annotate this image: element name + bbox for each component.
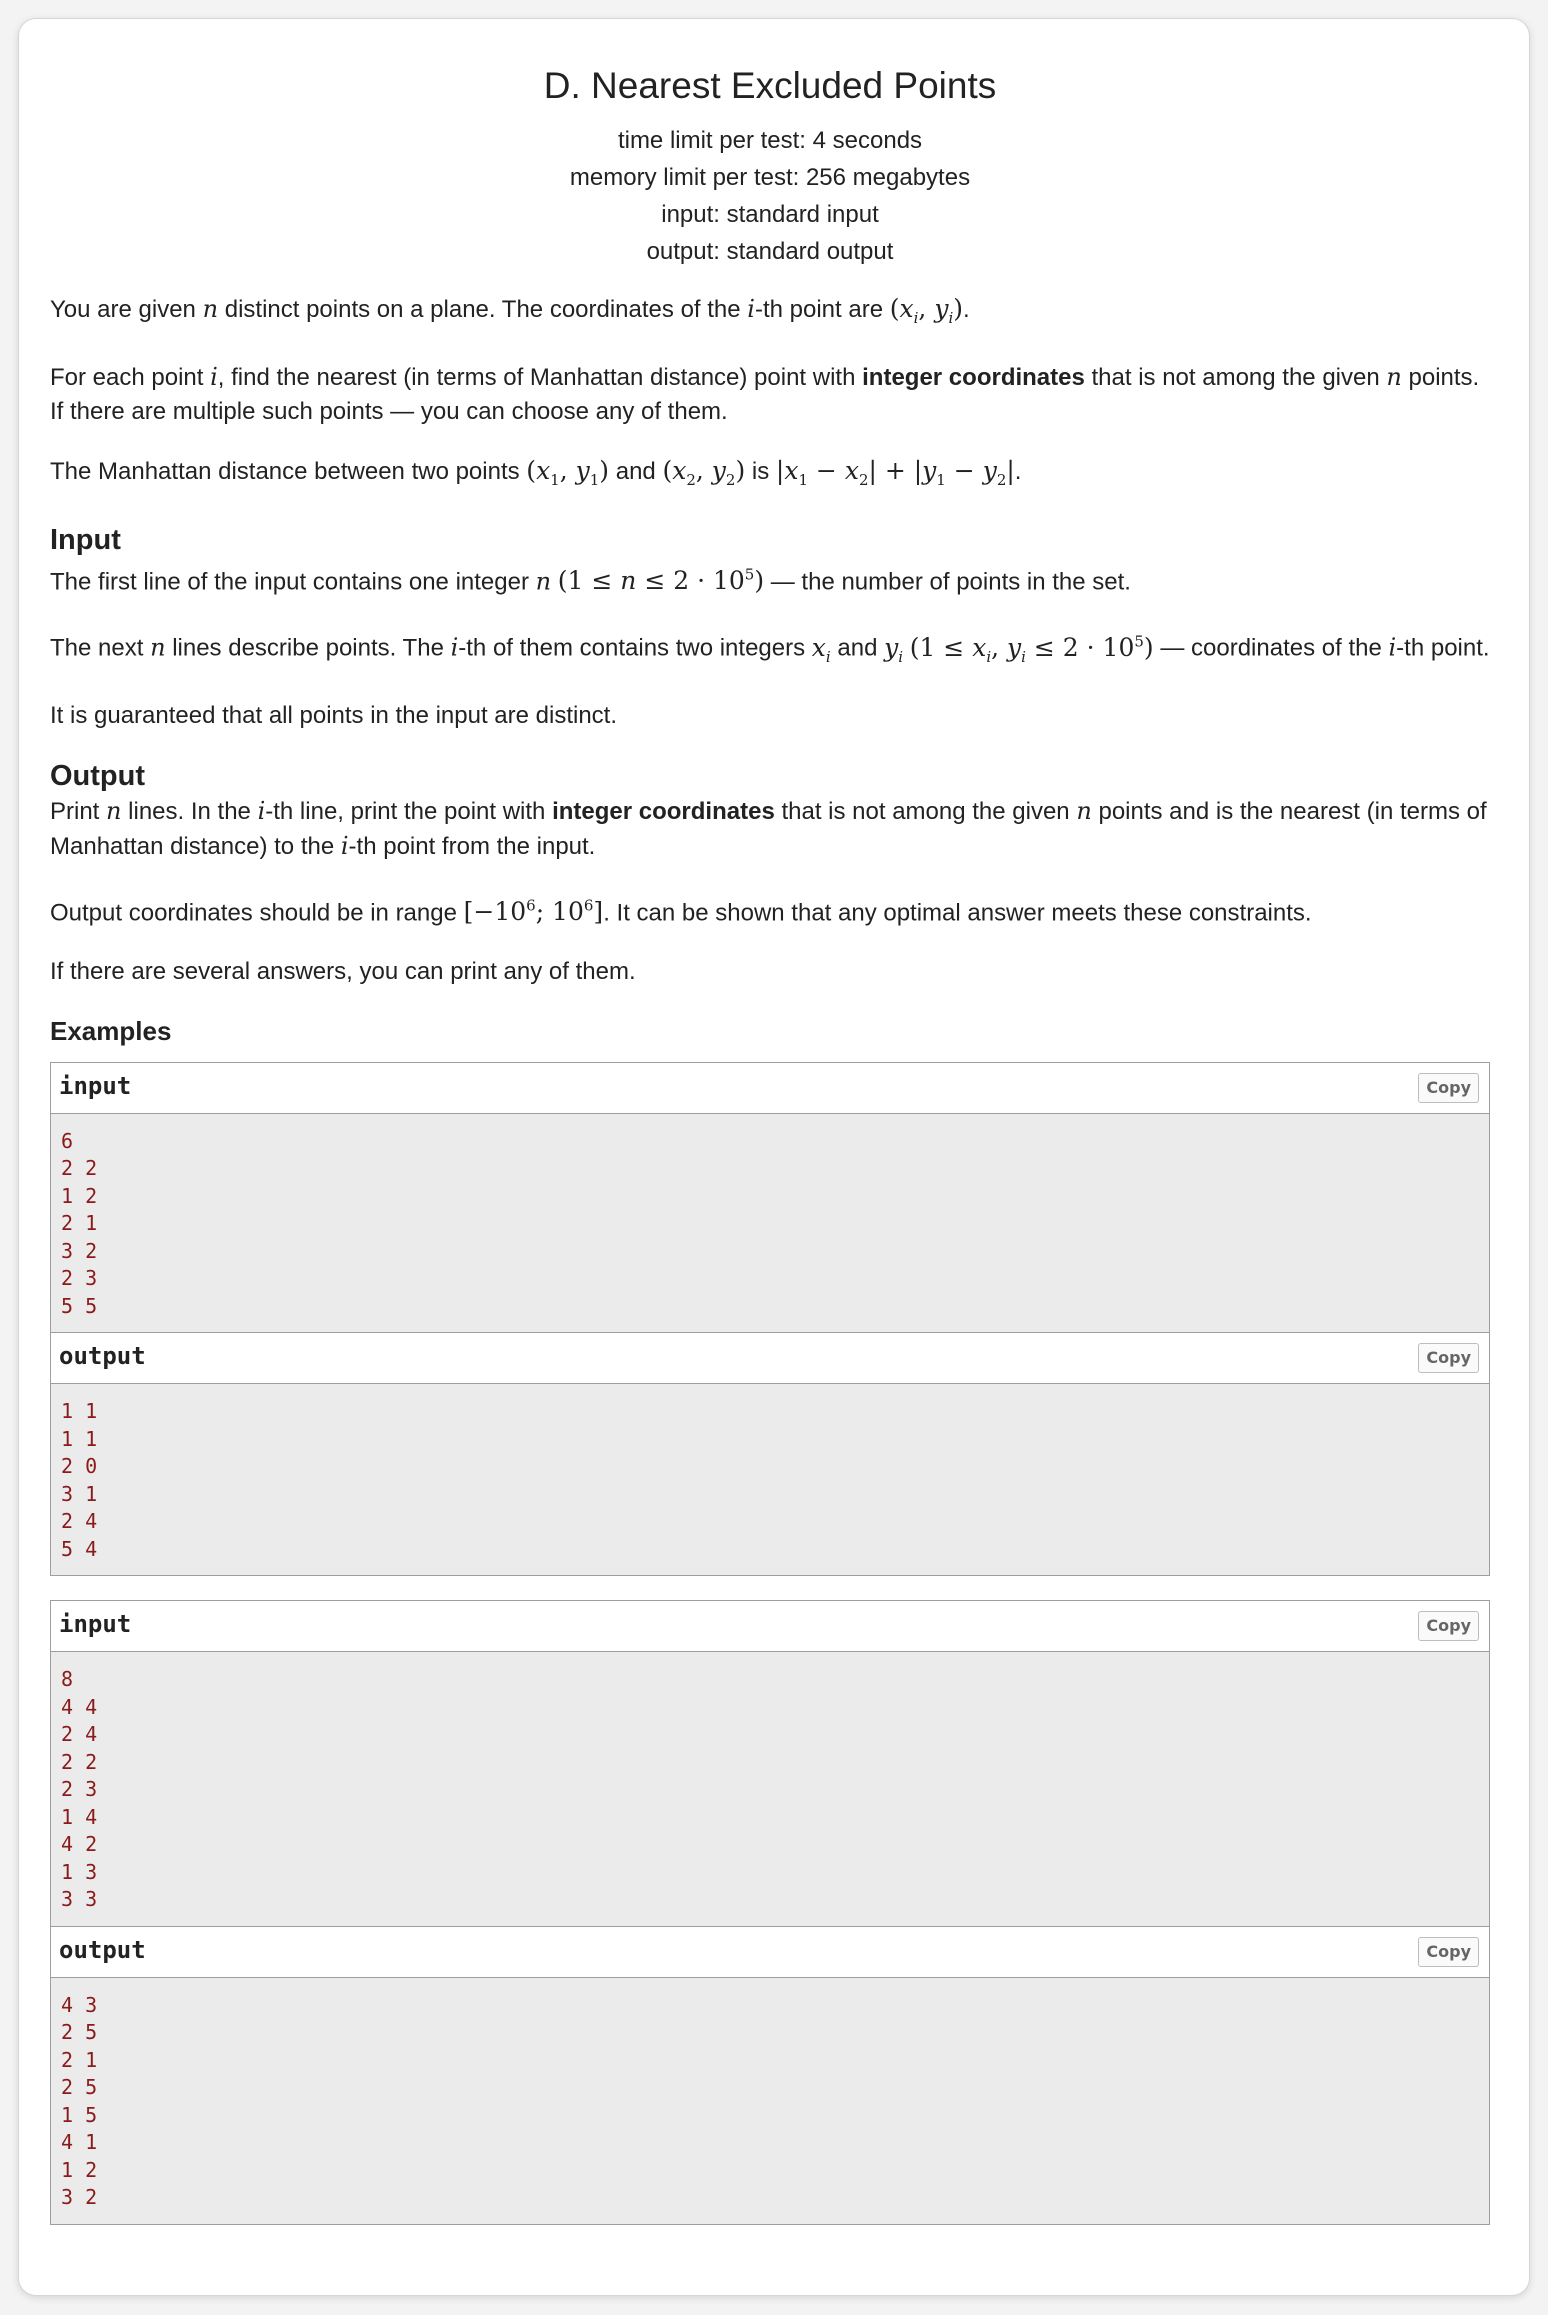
problem-content — [50, 64, 1490, 2249]
problem-title: D. Nearest Excluded Points — [543, 65, 997, 106]
io-body — [51, 1384, 1489, 1575]
problem-header — [50, 64, 1490, 270]
statement-paragraph-3: The Manhattan distance between two points ($x_1$, $y_1$) and ($x_2$, $y_2$) is $|x_1 - x_2| + |y_1 - y_2|$. — [50, 456, 1022, 489]
example-2-output-text[interactable]: 4 3 2 5 2 1 2 5 1 5 4 1 1 2 3 2 — [61, 1992, 98, 2210]
io-label: input — [59, 1610, 132, 1639]
input-paragraph-2: The next n lines describe points. The i-th of them contains two integers $x_i$ and $y_i$ ($1 \le x_i$, $y_i \le 2 \cdot 10^5$) — coordinates of the i-th point. — [50, 632, 1490, 666]
input-file: input: standard input — [661, 201, 879, 228]
statement-paragraph-2: For each point i, find the nearest (in terms of Manhattan distance) point with integer coordinates that is not among the given n points. If there are multiple such points — you can choose any of them. — [50, 363, 1480, 425]
copy-button[interactable]: Copy — [1418, 1937, 1479, 1967]
example-2-output — [50, 1927, 1490, 2225]
copy-button[interactable]: Copy — [1418, 1611, 1479, 1641]
output-paragraph-1: Print n lines. In the i-th line, print the point with integer coordinates that is not among the given n points and is the nearest (in terms of Manhattan distance) to the i-th point from the input. — [50, 796, 1487, 860]
example-1-input-text[interactable]: 6 2 2 1 2 2 1 3 2 2 3 5 5 — [61, 1128, 98, 1318]
copy-button[interactable]: Copy — [1418, 1343, 1479, 1373]
example-1 — [50, 1062, 1490, 1577]
example-2 — [50, 1600, 1490, 2225]
examples-title: Examples — [50, 1015, 172, 1046]
time-limit: time limit per test: 4 seconds — [617, 127, 923, 154]
example-2-input — [50, 1600, 1490, 1927]
io-header — [51, 1063, 1489, 1114]
io-body — [51, 1978, 1489, 2224]
io-label: output — [59, 1342, 146, 1371]
io-header — [51, 1601, 1489, 1652]
output-file: output: standard output — [646, 238, 894, 265]
example-1-output-text[interactable]: 1 1 1 1 2 0 3 1 2 4 5 4 — [61, 1399, 98, 1561]
example-2-input-text[interactable]: 8 4 4 2 4 2 2 2 3 1 4 4 2 1 3 3 3 — [61, 1667, 98, 1912]
io-label: input — [59, 1071, 132, 1100]
io-header — [51, 1927, 1489, 1978]
io-header — [51, 1333, 1489, 1384]
io-label: output — [59, 1935, 146, 1964]
output-section-title: Output — [50, 759, 146, 792]
problem-card — [18, 18, 1530, 2296]
statement-paragraph-1: You are given n distinct points on a plane. The coordinates of the i-th point are ($x_i$, $y_i$). — [50, 294, 970, 327]
example-1-input — [50, 1062, 1490, 1334]
memory-limit: memory limit per test: 256 megabytes — [569, 164, 971, 191]
input-section-title: Input — [50, 524, 121, 556]
example-1-output — [50, 1333, 1490, 1576]
output-paragraph-3: If there are several answers, you can print any of them. — [50, 957, 636, 985]
copy-button[interactable]: Copy — [1418, 1073, 1479, 1103]
output-paragraph-2: Output coordinates should be in range [$-10^6$; $10^6$]. It can be shown that any optimal answer meets these constraints. — [50, 896, 1312, 926]
io-body — [51, 1652, 1489, 1926]
input-paragraph-3: It is guaranteed that all points in the input are distinct. — [50, 701, 618, 729]
input-paragraph-1: The first line of the input contains one integer n $(1 \le n \le 2 \cdot 10^5)$ — the number of points in the set. — [50, 566, 1131, 596]
io-body — [51, 1114, 1489, 1333]
